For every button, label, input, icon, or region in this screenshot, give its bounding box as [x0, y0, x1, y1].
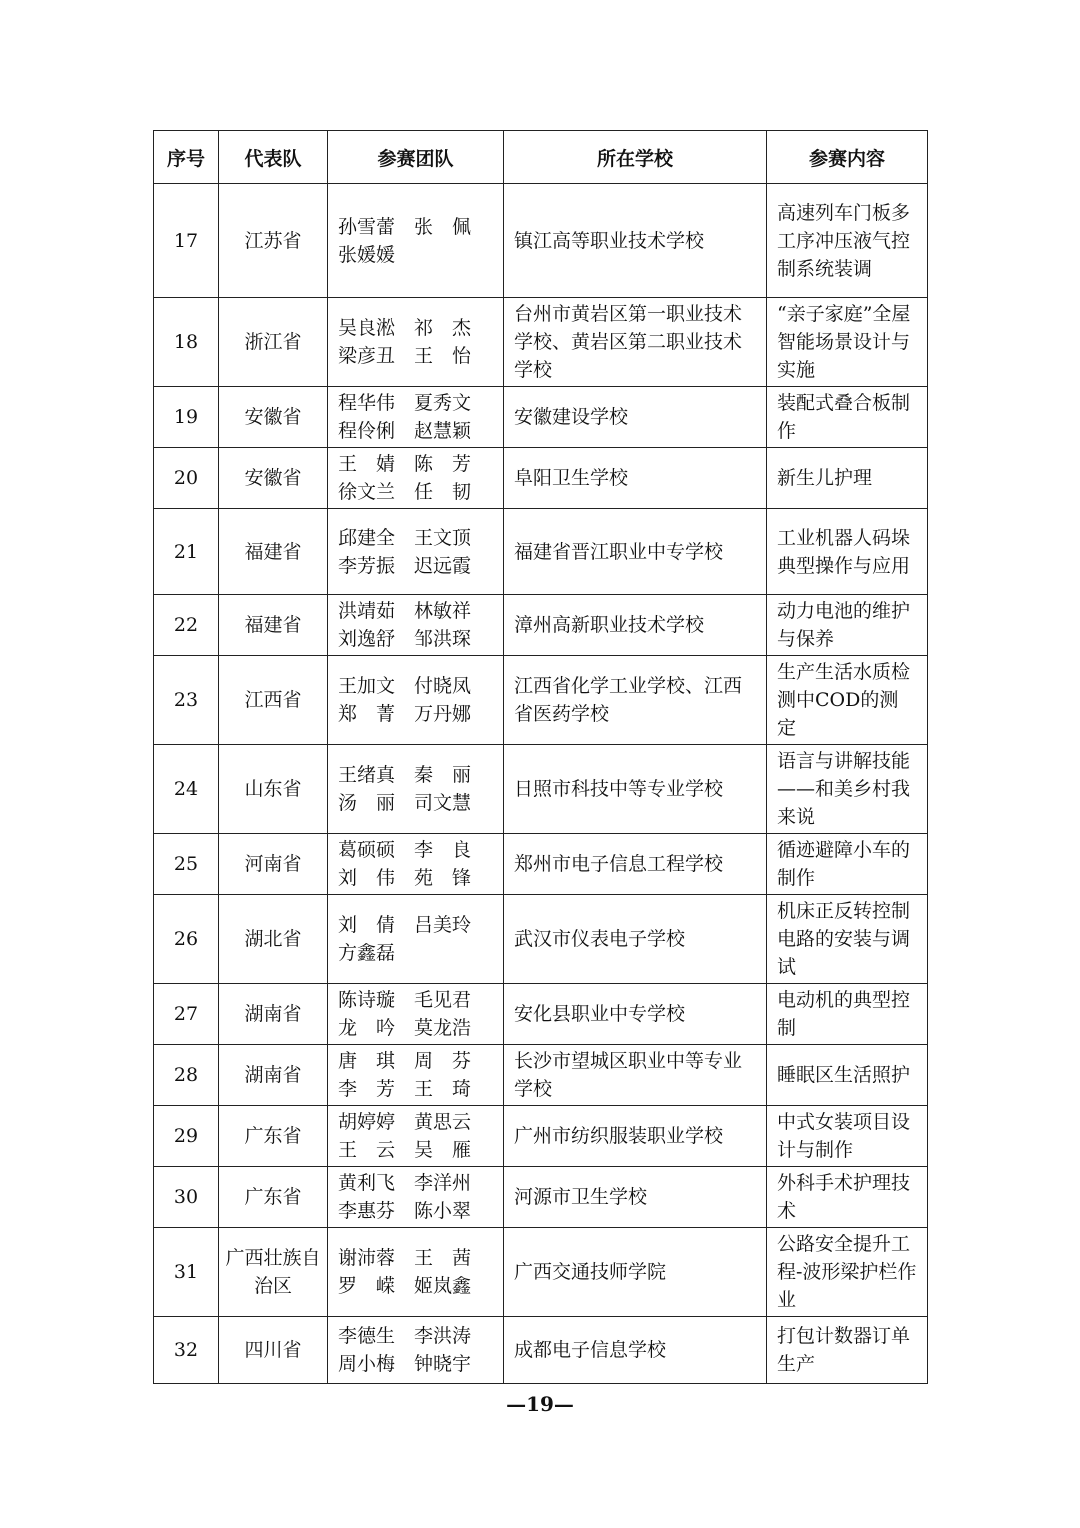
team-member-line: 徐文兰 任 韧: [338, 481, 472, 503]
team-member-line: 刘 倩 吕美玲: [338, 914, 472, 936]
table-row: [154, 984, 928, 1045]
team-member-line: 王加文 付晓凤: [338, 675, 472, 697]
team-member-line: 刘逸舒 邹洪琛: [338, 628, 472, 650]
row-province: 广东省: [219, 1106, 328, 1167]
row-content: 外科手术护理技术: [767, 1167, 928, 1228]
row-number: 20: [154, 448, 219, 509]
row-school: 安徽建设学校: [504, 387, 767, 448]
row-team: [328, 184, 504, 298]
row-content: 工业机器人码垛典型操作与应用: [767, 509, 928, 595]
row-province: 湖南省: [219, 1045, 328, 1106]
row-content: 语言与讲解技能——和美乡村我来说: [767, 745, 928, 834]
row-school: 台州市黄岩区第一职业技术学校、黄岩区第二职业技术学校: [504, 298, 767, 387]
row-province: 四川省: [219, 1317, 328, 1384]
row-school: 广州市纺织服装职业学校: [504, 1106, 767, 1167]
row-school: 长沙市望城区职业中等专业学校: [504, 1045, 767, 1106]
team-member-line: 刘 伟 苑 锋: [338, 867, 472, 889]
team-member-line: 王绪真 秦 丽: [338, 764, 472, 786]
participants-table: [153, 130, 928, 1384]
row-school: 阜阳卫生学校: [504, 448, 767, 509]
row-number: 29: [154, 1106, 219, 1167]
row-number: 19: [154, 387, 219, 448]
team-member-line: 罗 嵘 姬岚鑫: [338, 1275, 472, 1297]
row-content: 公路安全提升工程-波形梁护栏作业: [767, 1228, 928, 1317]
team-member-line: 郑 菁 万丹娜: [338, 703, 472, 725]
table-row: [154, 745, 928, 834]
row-number: 24: [154, 745, 219, 834]
row-province: 福建省: [219, 595, 328, 656]
row-province: 广西壮族自治区: [219, 1228, 328, 1317]
team-member-line: 李芳振 迟远霞: [338, 554, 472, 577]
header-province: 代表队: [219, 131, 328, 184]
row-content: 新生儿护理: [767, 448, 928, 509]
row-number: 31: [154, 1228, 219, 1317]
row-school: 成都电子信息学校: [504, 1317, 767, 1384]
row-team: [328, 298, 504, 387]
row-team: [328, 1106, 504, 1167]
team-member-line: 张媛媛: [338, 243, 396, 266]
row-number: 23: [154, 656, 219, 745]
row-team: [328, 595, 504, 656]
table-row: [154, 509, 928, 595]
row-team: [328, 1317, 504, 1384]
table-row: [154, 595, 928, 656]
page-number: —19—: [506, 1392, 574, 1416]
row-number: 21: [154, 509, 219, 595]
row-team: [328, 509, 504, 595]
team-member-line: 洪靖茹 林敏祥: [338, 600, 472, 622]
row-school: 郑州市电子信息工程学校: [504, 834, 767, 895]
team-member-line: 李惠芬 陈小翠: [338, 1200, 472, 1222]
row-school: 镇江高等职业技术学校: [504, 184, 767, 298]
row-province: 河南省: [219, 834, 328, 895]
table-row: [154, 1106, 928, 1167]
team-member-line: 胡婷婷 黄思云: [338, 1111, 472, 1133]
row-province: 湖南省: [219, 984, 328, 1045]
row-team: [328, 1228, 504, 1317]
row-content: 生产生活水质检测中COD的测定: [767, 656, 928, 745]
table-row: [154, 184, 928, 298]
table-header-row: [154, 131, 928, 184]
team-member-line: 王 婧 陈 芳: [338, 453, 472, 475]
header-school: 所在学校: [504, 131, 767, 184]
row-province: 山东省: [219, 745, 328, 834]
team-member-line: 唐 琪 周 芬: [338, 1050, 472, 1072]
team-member-line: 吴良淞 祁 杰: [338, 317, 472, 339]
team-member-line: 谢沛蓉 王 茜: [338, 1247, 472, 1269]
row-team: [328, 895, 504, 984]
table-row: [154, 387, 928, 448]
row-school: 广西交通技师学院: [504, 1228, 767, 1317]
team-member-line: 王 云 吴 雁: [338, 1139, 472, 1161]
row-number: 22: [154, 595, 219, 656]
row-province: 浙江省: [219, 298, 328, 387]
row-number: 17: [154, 184, 219, 298]
row-content: 睡眠区生活照护: [767, 1045, 928, 1106]
table-row: [154, 1228, 928, 1317]
row-content: 高速列车门板多工序冲压液气控制系统装调: [767, 184, 928, 298]
table-row: [154, 895, 928, 984]
team-member-line: 葛硕硕 李 良: [338, 839, 472, 861]
row-school: 福建省晋江职业中专学校: [504, 509, 767, 595]
table-row: [154, 448, 928, 509]
row-content: 机床正反转控制电路的安装与调试: [767, 895, 928, 984]
row-team: [328, 1045, 504, 1106]
table-row: [154, 1317, 928, 1384]
team-member-line: 李德生 李洪涛: [338, 1325, 472, 1347]
row-team: [328, 984, 504, 1045]
row-number: 18: [154, 298, 219, 387]
row-province: 江苏省: [219, 184, 328, 298]
team-member-line: 龙 吟 莫龙浩: [338, 1017, 472, 1039]
row-team: [328, 834, 504, 895]
row-content: 装配式叠合板制作: [767, 387, 928, 448]
row-team: [328, 387, 504, 448]
row-number: 32: [154, 1317, 219, 1384]
team-member-line: 梁彦丑 王 怡: [338, 345, 472, 367]
row-school: 安化县职业中专学校: [504, 984, 767, 1045]
row-number: 28: [154, 1045, 219, 1106]
row-team: [328, 745, 504, 834]
header-content: 参赛内容: [767, 131, 928, 184]
team-member-line: 李 芳 王 琦: [338, 1078, 472, 1100]
row-school: 漳州高新职业技术学校: [504, 595, 767, 656]
header-team: 参赛团队: [328, 131, 504, 184]
team-member-line: 周小梅 钟晓宇: [338, 1353, 472, 1375]
table-row: [154, 1167, 928, 1228]
row-number: 25: [154, 834, 219, 895]
team-member-line: 方鑫磊: [338, 942, 396, 964]
row-content: 循迹避障小车的制作: [767, 834, 928, 895]
table-row: [154, 834, 928, 895]
team-member-line: 孙雪蕾 张 佩: [338, 215, 472, 238]
row-province: 福建省: [219, 509, 328, 595]
row-team: [328, 1167, 504, 1228]
table-row: [154, 1045, 928, 1106]
row-number: 30: [154, 1167, 219, 1228]
team-member-line: 程伶俐 赵慧颖: [338, 420, 472, 442]
row-team: [328, 656, 504, 745]
row-content: 打包计数器订单生产: [767, 1317, 928, 1384]
table-body: [154, 184, 928, 1384]
row-province: 广东省: [219, 1167, 328, 1228]
row-content: 电动机的典型控制: [767, 984, 928, 1045]
team-member-line: 汤 丽 司文慧: [338, 792, 472, 814]
team-member-line: 邱建全 王文顶: [338, 526, 472, 549]
table-row: [154, 656, 928, 745]
row-school: 江西省化学工业学校、江西省医药学校: [504, 656, 767, 745]
row-content: 中式女装项目设计与制作: [767, 1106, 928, 1167]
row-province: 安徽省: [219, 387, 328, 448]
row-school: 河源市卫生学校: [504, 1167, 767, 1228]
team-member-line: 陈诗璇 毛见君: [338, 989, 472, 1011]
row-number: 27: [154, 984, 219, 1045]
row-team: [328, 448, 504, 509]
team-member-line: 黄利飞 李洋州: [338, 1172, 472, 1194]
header-number: 序号: [154, 131, 219, 184]
row-content: 动力电池的维护与保养: [767, 595, 928, 656]
team-member-line: 程华伟 夏秀文: [338, 392, 472, 414]
table-row: [154, 298, 928, 387]
row-province: 安徽省: [219, 448, 328, 509]
row-province: 湖北省: [219, 895, 328, 984]
row-school: 日照市科技中等专业学校: [504, 745, 767, 834]
row-province: 江西省: [219, 656, 328, 745]
row-content: “亲子家庭”全屋智能场景设计与实施: [767, 298, 928, 387]
row-school: 武汉市仪表电子学校: [504, 895, 767, 984]
row-number: 26: [154, 895, 219, 984]
